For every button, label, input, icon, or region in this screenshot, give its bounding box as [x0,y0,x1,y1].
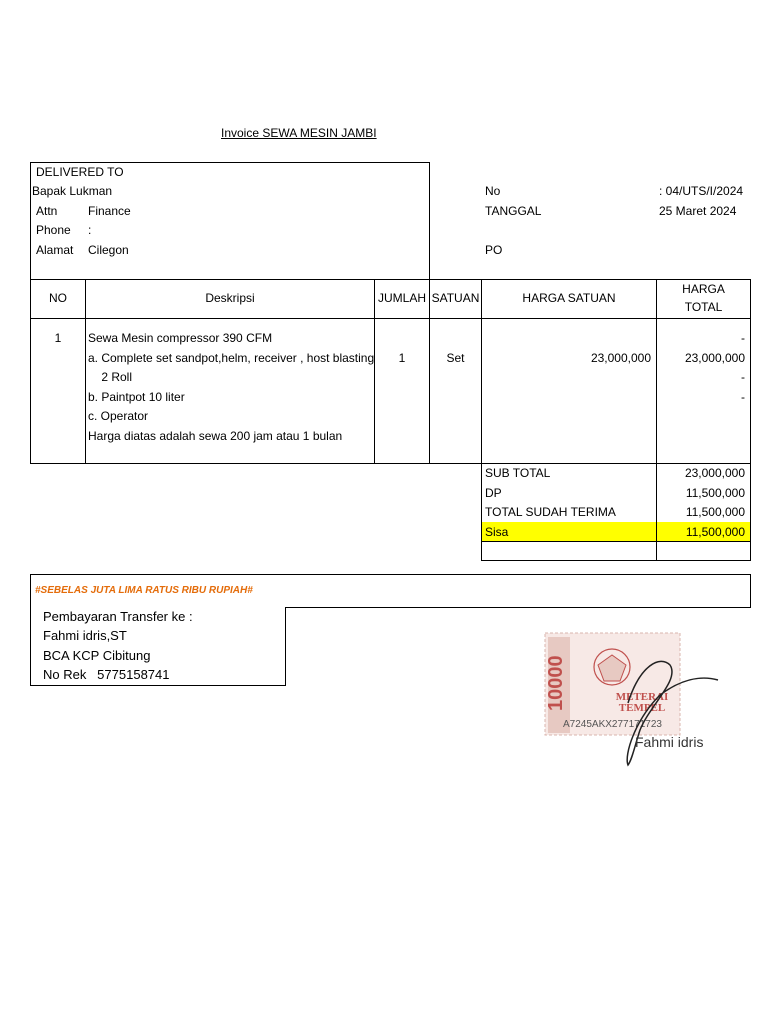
alamat-label: Alamat [36,243,74,257]
payment-line: Pembayaran Transfer ke : [43,609,193,624]
row-desc-line: Harga diatas adalah sewa 200 jam atau 1 bulan [88,429,343,443]
row-desc-line: b. Paintpot 10 liter [88,390,185,404]
header-harga-total-1: HARGA [682,282,725,296]
phone-label: Phone [36,223,71,237]
tanggal-label: TANGGAL [485,204,542,218]
no-value: : 04/UTS/I/2024 [659,184,744,198]
header-jumlah: JUMLAH [377,291,426,305]
header-harga-satuan: HARGA SATUAN [522,291,616,305]
row-harga-satuan: 23,000,000 [590,351,651,365]
header-deskripsi: Deskripsi [205,291,255,305]
payment-line: No Rek 5775158741 [43,667,170,682]
tanggal-value: 25 Maret 2024 [659,204,737,218]
alamat-value: Cilegon [88,243,129,257]
stamp-graphic [540,625,720,795]
dp-label: DP [485,486,502,500]
stamp-serial: A7245AKX277171723 [563,719,662,730]
stamp-tempel: TEMPEL [618,702,666,714]
subtotal-label: SUB TOTAL [485,466,551,480]
po-label: PO [485,243,503,257]
attn-value: Finance [88,204,131,218]
row-harga-total: - [741,390,745,404]
payment-line: BCA KCP Cibitung [43,648,151,663]
header-satuan: SATUAN [431,291,480,305]
customer-name: Bapak Lukman [32,184,113,198]
invoice-title: Invoice SEWA MESIN JAMBI [221,126,377,140]
no-label: No [485,184,501,198]
subtotal-value: 23,000,000 [684,466,745,480]
phone-value: : [88,223,92,237]
row-jumlah: 1 [398,351,406,365]
total-terima-value: 11,500,000 [685,505,745,519]
row-desc-line: a. Complete set sandpot,helm, receiver , host blasting [88,351,375,365]
row-harga-total: 23,000,000 [684,351,745,365]
terbilang-text: #SEBELAS JUTA LIMA RATUS RIBU RUPIAH# [35,585,253,596]
row-desc-line: 2 Roll [88,370,133,384]
signature-name: Fahmi idris [635,734,704,750]
header-no: NO [49,291,67,305]
sisa-value: 11,500,000 [685,525,745,539]
meterai-stamp [540,625,720,795]
row-desc-line: c. Operator [88,409,149,423]
stamp-meterai: METERAI [615,691,669,703]
dp-value: 11,500,000 [685,486,745,500]
delivered-heading: DELIVERED TO [36,165,124,179]
payment-line: Fahmi idris,ST [43,628,127,643]
row-harga-total: - [741,331,745,345]
stamp-value: 10000 [545,655,567,711]
header-harga-total-2: TOTAL [684,300,723,314]
row-harga-total: - [741,370,745,384]
sisa-label: Sisa [485,525,509,539]
row-desc-line: Sewa Mesin compressor 390 CFM [88,331,273,345]
row-satuan: Set [446,351,465,365]
attn-label: Attn [36,204,58,218]
total-terima-label: TOTAL SUDAH TERIMA [485,505,616,519]
row-no: 1 [54,331,62,345]
